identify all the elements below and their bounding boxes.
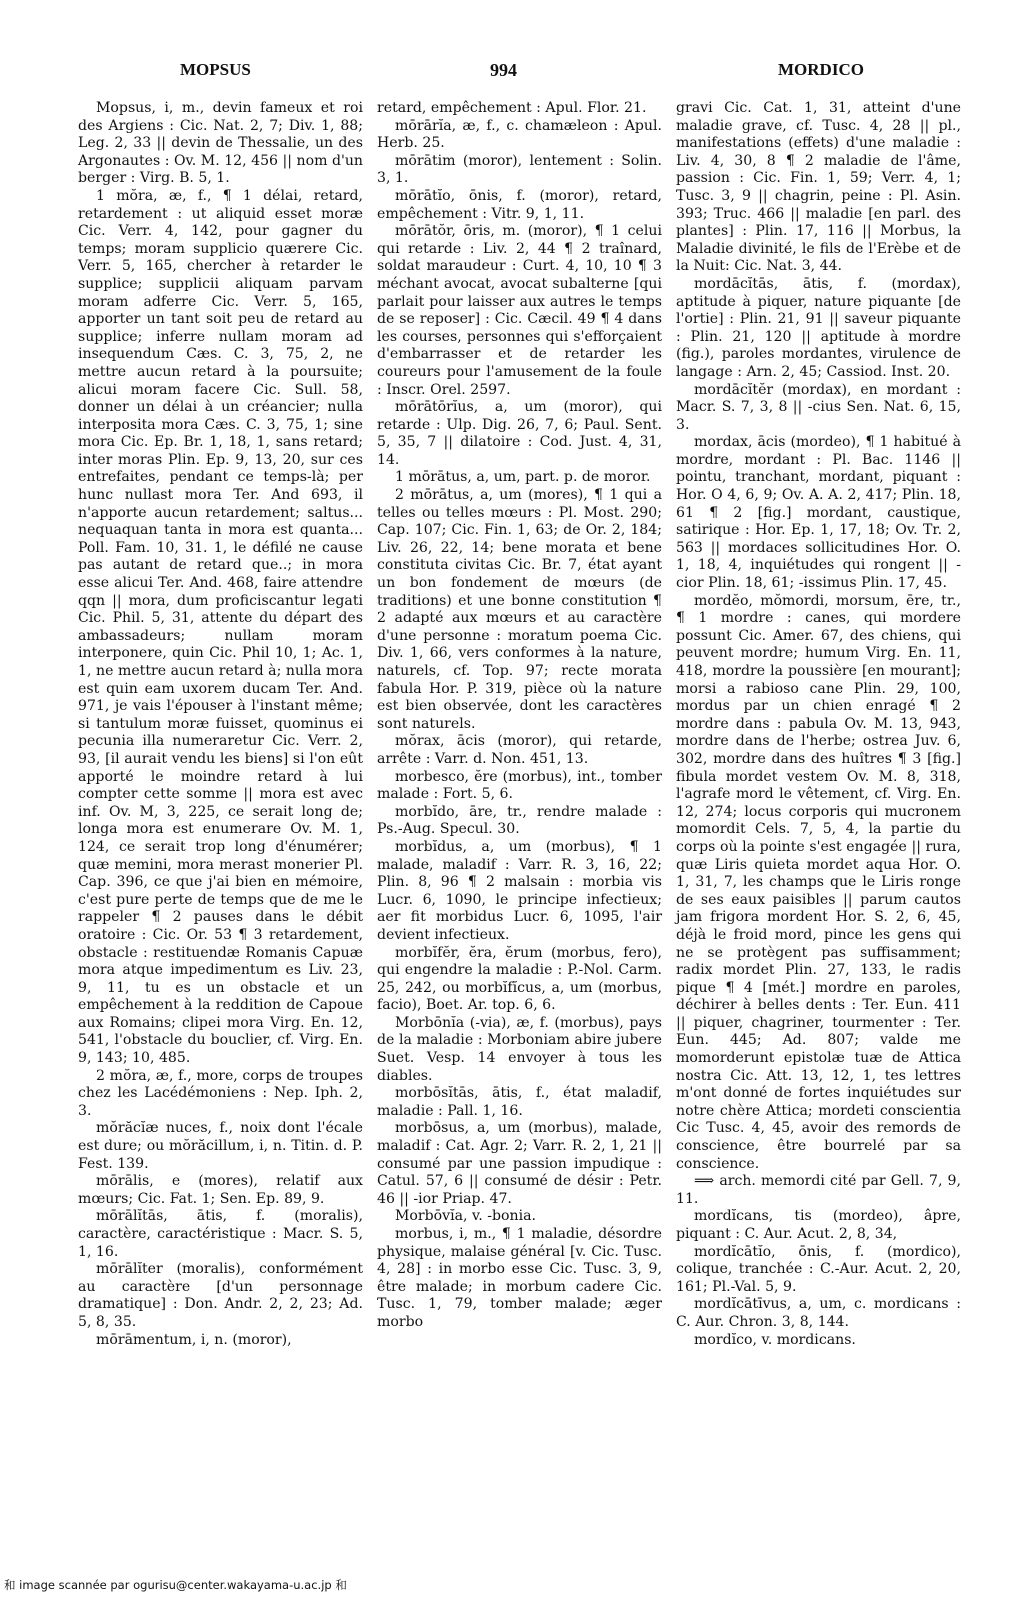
- entry-morbidus: morbĭdus, a, um (morbus), ¶ 1 malade, maladif : Varr. R. 3, 16, 22; Plin. 8, 96 ¶ 2 malsain : morbia vis Lucr. 6, 1090, le principe infectieux; aer fit morbidus Lucr. 6, 1095, l'air devient infectieux.: [377, 838, 662, 943]
- entry-moramentum: mōrāmentum, i, n. (moror),: [96, 1331, 292, 1348]
- entry-morbido: morbĭdo, āre, tr., rendre malade : Ps.-Aug. Specul. 30.: [377, 803, 662, 838]
- entry-mordicans: mordĭcans, tis (mordeo), âpre, piquant : C. Aur. Acut. 2, 8, 34,: [676, 1208, 961, 1242]
- entry-mopsus: Mopsus, i, m., devin fameux et roi des Argiens : Cic. Nat. 2, 7; Div. 1, 88; Leg. 2, 33 || devin de Thessalie, un des Argonautes : Ov. M. 12, 456 || nom d'un berger : Virg. B. 5, 1.: [78, 100, 363, 187]
- running-head-right: MORDICO: [778, 60, 864, 79]
- entry-moratorius: mōrātōrĭus, a, um (moror), qui retarde : Ulp. Dig. 26, 7, 6; Paul. Sent. 5, 35, 7 || dilatoire : Cod. Just. 4, 31, 14.: [377, 399, 662, 468]
- entry-moratim: mōrātim (moror), lentement : Solin. 3, 1.: [377, 152, 662, 187]
- entry-continuation: retard, empêchement : Apul. Flor. 21.: [377, 100, 647, 116]
- entry-moratio: mōrātĭo, ōnis, f. (moror), retard, empêchement : Vitr. 9, 1, 11.: [377, 187, 662, 222]
- entry-mordax: mordax, ācis (mordeo), ¶ 1 habitué à mordre, mordant : Pl. Bac. 1146 || pointu, tranchant, mordant, piquant : Hor. O 4, 6, 9; Ov. A. A. 2, 417; Plin. 18, 61 ¶ 2 [fig.] mordant, caustique, satirique : Hor. Ep. 1, 17, 18; Ov. Tr. 2, 563 || mordaces sollicitudines Hor. O. 1, 18, 4, inquiétudes qui rongent || -cior Plin. 18, 61; -issimus Plin. 17, 45.: [676, 434, 961, 592]
- entry-morbosus: morbōsus, a, um (morbus), malade, maladif : Cat. Agr. 2; Varr. R. 2, 1, 21 || consumé par une passion impudique : Catul. 57, 6 || consumé de désir : Petr. 46 || -ior Priap. 47.: [377, 1120, 662, 1207]
- entry-moraria: mōrārĭa, æ, f., c. chamæleon : Apul. Herb. 25.: [377, 117, 662, 152]
- entry-mora-2: 2 mŏra, æ, f., more, corps de troupes chez les Lacédémoniens : Nep. Iph. 2, 3.: [78, 1067, 363, 1119]
- entry-morbesco: morbesco, ĕre (morbus), int., tomber malade : Fort. 5, 6.: [377, 768, 662, 803]
- entry-mordacitas: mordācĭtās, ātis, f. (mordax), aptitude à piquer, nature piquante [de l'ortie] : Plin. 21, 91 || saveur piquante : Plin. 21, 120 || aptitude à mordre (fig.), paroles mordantes, virulence de langage : Arn. 2, 45; Cassiod. Inst. 20.: [676, 275, 961, 380]
- entry-mordeo-note: ⟹ arch. memordi cité par Gell. 7, 9, 11.: [676, 1173, 961, 1207]
- entry-morbovia: Morbōvĭa, v. -bonia.: [395, 1208, 536, 1225]
- running-head-left: MOPSUS: [180, 60, 251, 79]
- page-header: [0, 60, 1024, 90]
- entry-moratus-1: 1 mōrātus, a, um, part. p. de moror.: [395, 469, 651, 486]
- entry-moralitas: mōrālĭtās, ātis, f. (moralis), caractère, caractéristique : Macr. S. 5, 1, 16.: [78, 1208, 363, 1260]
- page-number: 994: [490, 60, 517, 80]
- entry-morax: mŏrax, ācis (moror), qui retarde, arrête : Varr. d. Non. 451, 13.: [377, 733, 662, 767]
- entry-moratus-2: 2 mōrātus, a, um (mores), ¶ 1 qui a telles ou telles mœurs : Pl. Most. 290; Cap. 107; Cic. Fin. 1, 63; de Or. 2, 184; Liv. 26, 22, 14; bene morata et bene constituta civitas Cic. Br. 7, état ayant un bon fondement de mœurs (de traditions) et une bonne constitution ¶ 2 adapté aux mœurs et au caractère d'une personne : moratum poema Cic. Div. 1, 66, vers conformes à la nature, naturels, cf. Top. 97; recte morata fabula Hor. P. 319, pièce où la nature est bien observée, dont les caractères sont naturels.: [377, 487, 662, 732]
- entry-mora-1: 1 mŏra, æ, f., ¶ 1 délai, retard, retardement : ut aliquid esset moræ Cic. Verr. 4, 142, pour gagner du temps; moram supplicio quærere Cic. Verr. 5, 165, chercher à retarder le supplice; supplicii aliquam parvam moram adferre Cic. Verr. 5, 165, apporter un tant soit peu de retard au supplice; inferre nullam moram ad insequendum Cæs. C. 3, 75, 2, ne mettre aucun retard à la poursuite; alicui moram facere Cic. Sull. 58, donner un délai à un créancier; nulla interposita mora Cæs. C. 3, 75, 1; sine mora Cic. Ep. Br. 1, 18, 1, sans retard; inter moras Plin. Ep. 9, 13, 20, sur ces entrefaites, pendant ce temps-là; per hunc nullast mora Ter. And 693, il n'apporte aucun retardement; saltus... nequaquan tanta in mora est quanta... Poll. Fam. 10, 31. 1, le défilé ne cause pas autant de retard que..; in mora esse alicui Ter. And. 468, faire attendre qqn || mora, dum proficiscantur legati Cic. Phil. 5, 31, attente du départ des ambassadeurs; nullam moram interponere, quin Cic. Phil 10, 1; Ac. 1, 1, ne mettre aucun retard à; nulla mora est quin eam uxorem ducam Ter. And. 971, je vais l'épouser à l'instant même; si tantulum moræ fuisset, quominus ei pecunia illa numeraretur Cic. Verr. 2, 93, [il aurait vendu les biens] si l'on eût apporté le moindre retard à lui compter cette somme || mora est avec inf. Ov. M, 3, 225, ce serait long de; longa mora est enumerare Ov. M. 1, 124, ce serait trop long d'énumérer; quæ memini, mora merast monerier Pl. Cap. 396, ce que j'ai bien en mémoire, c'est pure perte de temps que de me le rappeler ¶ 2 pauses dans le débit oratoire : Cic. Or. 53 ¶ 3 retardement, obstacle : restituendæ Romanis Capuæ mora atque impedimentum es Liv. 23, 9, 11, tu es un obstacle et un empêchement à la reddition de Capoue aux Romains; clipei mora Virg. En. 12, 541, l'obstacle du bouclier, cf. Virg. En. 9, 143; 10, 485.: [78, 187, 363, 1067]
- entry-moralis: mōrālis, e (mores), relatif aux mœurs; Cic. Fat. 1; Sen. Ep. 89, 9.: [78, 1173, 363, 1207]
- entry-morbus: morbus, i, m., ¶ 1 maladie, désordre physique, malaise général [v. Cic. Tusc. 4, 28] : in morbo esse Cic. Tusc. 3, 9, être malade; in morbum cadere Cic. Tusc. 1, 79, tomber malade; æger morbo: [377, 1226, 662, 1330]
- scan-credit: 和 image scannée par ogurisu@center.wakayama-u.ac.jp 和: [4, 1578, 347, 1592]
- column-3: [676, 100, 961, 1349]
- entry-moraciae: mŏrăcĭæ nuces, f., noix dont l'écale est dure; ou mŏrăcillum, i, n. Titin. d. P. Fest. 139.: [78, 1120, 363, 1172]
- entry-moraliter: mōrālĭter (moralis), conformément au caractère [d'un personnage dramatique] : Don. Andr. 2, 2, 23; Ad. 5, 8, 35.: [78, 1261, 363, 1330]
- entry-morbifer: morbĭfĕr, ĕra, ĕrum (morbus, fero), qui engendre la maladie : P.-Nol. Carm. 25, 242, ou morbĭfĭcus, a, um (morbus, facio), Boet. Ar. top. 6, 6.: [377, 944, 662, 1014]
- entry-mordeo: mordĕo, mŏmordi, morsum, ēre, tr., ¶ 1 mordre : canes, qui mordere possunt Cic. Amer. 67, des chiens, qui peuvent mordre; humum Virg. En. 11, 418, mordre la poussière [en mourant]; morsi a rabioso cane Plin. 29, 100, mordus par un chien enragé ¶ 2 mordre dans : pabula Ov. M. 13, 943, mordre dans de l'herbe; ostrea Juv. 6, 302, mordre dans des huîtres ¶ 3 [fig.] fibula mordet vestem Ov. M. 8, 318, l'agrafe mord le vêtement, cf. Virg. En. 12, 274; locus corporis qui mucronem momordit Cels. 7, 5, 4, la partie du corps où la pointe s'est engagée || rura, quæ Liris quieta mordet aqua Hor. O. 1, 31, 7, les champs que le Liris ronge de ses eaux paisibles || parum cautos jam frigora mordent Hor. S. 2, 6, 45, déjà le froid mord, pince les gens qui ne se protègent pas suffisamment; radix mordet Plin. 27, 133, le radis pique ¶ 4 [mét.] mordre en paroles, déchirer à belles dents : Ter. Eun. 411 || piquer, chagriner, tourmenter : Ter. Eun. 445; Ad. 807; valde me momorderunt epistolæ tuæ de Attica nostra Cic. Att. 13, 12, 1, tes lettres m'ont donné de fortes inquiétudes sur notre chère Attica; mordeti conscientia Cic Tusc. 4, 45, avoir des remords de conscience, être bourrelé par sa conscience.: [676, 592, 961, 1172]
- entry-mordico: mordĭco, v. mordicans.: [694, 1331, 856, 1348]
- entry-morbositas: morbōsĭtās, ātis, f., état maladif, maladie : Pall. 1, 16.: [377, 1085, 662, 1119]
- entry-mordicatio: mordĭcātĭo, ōnis, f. (mordico), colique, tranchée : C.-Aur. Acut. 2, 20, 161; Pl.-Val. 5, 9.: [676, 1243, 961, 1295]
- entry-morator: mōrātŏr, ōris, m. (moror), ¶ 1 celui qui retarde : Liv. 2, 44 ¶ 2 traînard, soldat maraudeur : Curt. 4, 10, 10 ¶ 3 méchant avocat, avocat subalterne [qui parlait pour laisser aux autres le temps de se reposer] : Cic. Cæcil. 49 ¶ 4 dans les courses, personnes qui s'efforçaient d'embarrasser et de retarder les coureurs pour l'amusement de la foule : Inscr. Orel. 2597.: [377, 223, 662, 398]
- column-2: [377, 100, 662, 1332]
- entry-mordaciter: mordācĭtĕr (mordax), en mordant : Macr. S. 7, 3, 8 || -cius Sen. Nat. 6, 15, 3.: [676, 381, 961, 433]
- entry-morbonia: Morbōnĭa (-via), æ, f. (morbus), pays de la maladie : Morboniam abire jubere Suet. Vesp. 14 envoyer à tous les diables.: [377, 1014, 662, 1084]
- entry-continuation: gravi Cic. Cat. 1, 31, atteint d'une maladie grave, cf. Tusc. 4, 28 || pl., manifestations (effets) d'une maladie : Liv. 4, 30, 8 ¶ 2 maladie de l'âme, passion : Cic. Fin. 1, 59; Verr. 4, 1; Tusc. 3, 9 || chagrin, peine : Pl. Asin. 393; Truc. 466 || maladie [en parl. des plantes] : Plin. 17, 116 || Morbus, la Maladie divinité, le fils de l'Erèbe et de la Nuit: Cic. Nat. 3, 44.: [676, 100, 961, 275]
- entry-mordicativus: mordĭcātīvus, a, um, c. mordicans : C. Aur. Chron. 3, 8, 144.: [676, 1296, 961, 1330]
- column-1: [78, 100, 363, 1349]
